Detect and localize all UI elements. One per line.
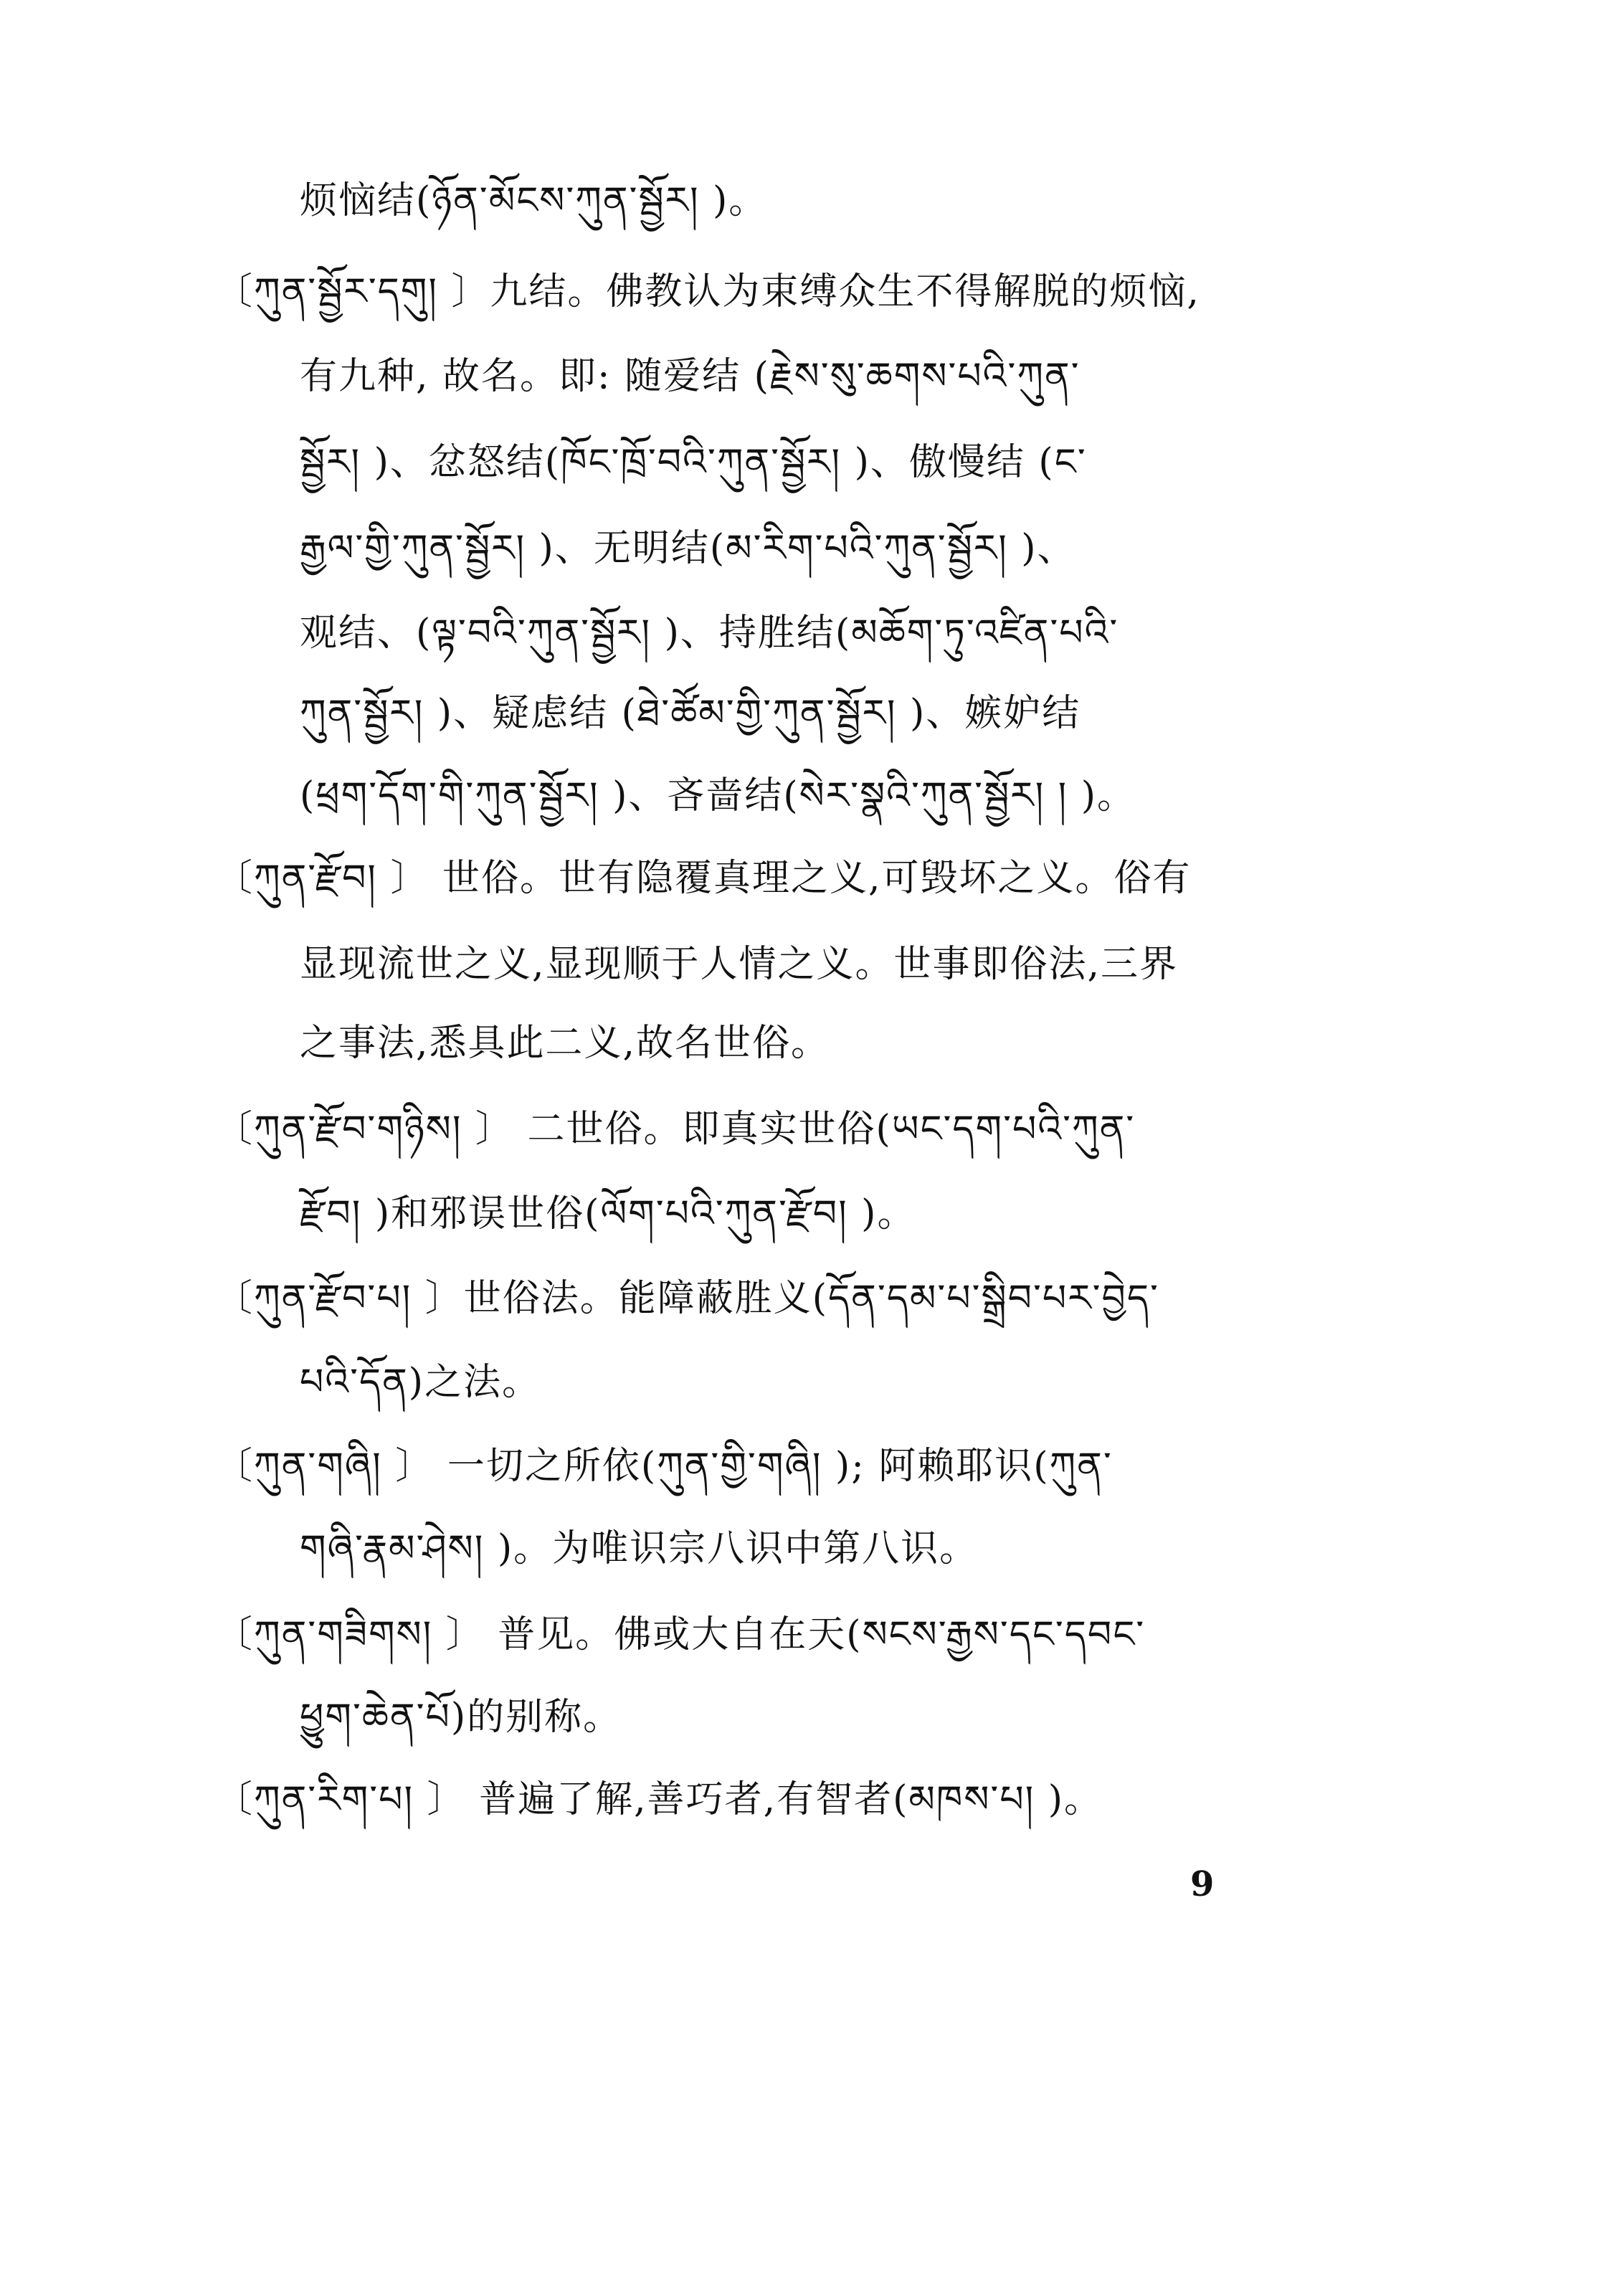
entry-continuation: 之事法,悉具此二义,故名世俗。 — [300, 1022, 830, 1065]
entry-continuation: 有九种, 故名。即: 随爱结 (རྗེས་སུ་ཆགས་པའི་ཀུན་ — [300, 355, 1081, 398]
entry-continuation: ཀུན་སྦྱོར། )、疑虑结 (ཐེ་ཚོམ་གྱི་ཀུན་སྦྱོར། )、嫉妒结 — [300, 692, 1081, 735]
entry-continuation: (ཕྲག་དོག་གི་ཀུན་སྦྱོར། )、吝啬结(སེར་སྣའི་ཀུན་སྦྱོར། ། )。 — [300, 774, 1136, 817]
entry-continuation: སྦྱོར། )、忿怒结(ཁོང་ཁྲོ་བའི་ཀུན་སྦྱོར། )、傲慢结 (ང་ — [300, 441, 1087, 484]
entry-continuation: ཕྱུག་ཆེན་པོ)的别称。 — [300, 1696, 622, 1739]
entry-continuation: 烦恼结(ཉོན་མོངས་ཀུན་སྦྱོར། )。 — [300, 179, 768, 222]
entry-headword-line: 〔ཀུན་རྫོབ་གཉིས། 〕 二世俗。即真实世俗(ཡང་དག་པའི་ཀུན་ — [215, 1108, 1136, 1151]
entry-headword-line: 〔ཀུན་རྫོབ་པ། 〕世俗法。能障蔽胜义(དོན་དམ་པ་སྒྲིབ་པར་བྱེད་ — [215, 1277, 1159, 1320]
entry-headword-line: 〔ཀུན་རིག་པ། 〕 普遍了解,善巧者,有智者(མཁས་པ། )。 — [215, 1778, 1103, 1821]
entry-continuation: པའི་དོན)之法。 — [300, 1361, 541, 1404]
entry-headword-line: 〔ཀུན་རྫོབ། 〕 世俗。世有隐覆真理之义,可毁坏之义。俗有 — [215, 857, 1192, 900]
entry-continuation: གཞི་རྣམ་ཤེས། )。为唯识宗八识中第八识。 — [300, 1527, 979, 1570]
entry-headword-line: 〔ཀུན་སྦྱོར་དགུ། 〕九结。佛教认为束缚众生不得解脱的烦恼, — [215, 270, 1200, 313]
entry-continuation: 观结、(ལྟ་བའི་ཀུན་སྦྱོར། )、持胜结(མཆོག་ཏུ་འཛིན་པའི་ — [300, 612, 1119, 655]
entry-headword-line: 〔ཀུན་གཞི། 〕 一切之所依(ཀུན་གྱི་གཞི། ); 阿赖耶识(ཀུན་ — [215, 1445, 1113, 1488]
entry-headword-line: 〔ཀུན་གཟིགས། 〕 普见。佛或大自在天(སངས་རྒྱས་དང་དབང་ — [215, 1613, 1146, 1656]
page-number: 9 — [1190, 1864, 1215, 1904]
entry-continuation: རྫོབ། )和邪误世俗(ལོག་པའི་ཀུན་རྫོབ། )。 — [300, 1192, 916, 1235]
entry-continuation: 显现流世之义,显现顺于人情之义。世事即俗法,三界 — [300, 943, 1179, 986]
entry-continuation: རྒྱལ་གྱི་ཀུན་སྦྱོར། )、无明结(མ་རིག་པའི་ཀུན་སྦྱོར། )、 — [300, 527, 1076, 570]
